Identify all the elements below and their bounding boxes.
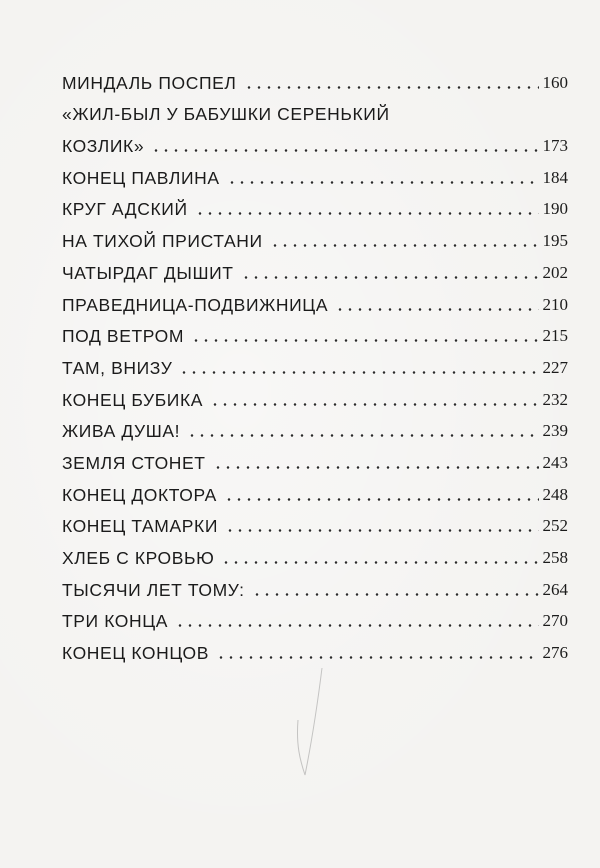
toc-entry[interactable]	[62, 632, 568, 664]
dot-leader	[270, 244, 539, 247]
toc-entry-title: ХЛЕБ С КРОВЬЮ	[62, 548, 215, 569]
toc-entry[interactable]	[62, 252, 568, 284]
toc-entry-page: 202	[542, 262, 568, 282]
toc-entry[interactable]	[62, 316, 568, 348]
toc-entry[interactable]	[62, 94, 568, 157]
toc-entry-page: 195	[542, 231, 568, 251]
toc-entry-title: ЧАТЫРДАГ ДЫШИТ	[62, 262, 234, 283]
dot-leader	[216, 656, 538, 659]
toc-entry-page: 232	[542, 389, 568, 409]
toc-entry-title: МИНДАЛЬ ПОСПЕЛ	[62, 72, 237, 93]
toc-entry-title: ПОД ВЕТРОМ	[62, 326, 185, 347]
toc-entry[interactable]	[62, 379, 568, 411]
dot-leader	[213, 466, 539, 469]
toc-entry-title: КОНЕЦ ПАВЛИНА	[62, 167, 220, 188]
toc-entry-title: ТРИ КОНЦА	[62, 611, 169, 632]
dot-leader	[224, 498, 539, 501]
toc-entry-title: КОНЕЦ КОНЦОВ	[62, 643, 210, 664]
dot-leader	[195, 212, 539, 215]
toc-entry-title: КОНЕЦ ТАМАРКИ	[62, 516, 219, 537]
toc-entry-title: ТЫСЯЧИ ЛЕТ ТОМУ:	[62, 579, 245, 600]
toc-entry[interactable]	[62, 62, 568, 94]
toc-entry[interactable]	[62, 601, 568, 633]
toc-entry-page: 227	[542, 357, 568, 377]
toc-entry[interactable]	[62, 157, 568, 189]
toc-entry[interactable]	[62, 569, 568, 601]
toc-entry-title: НА ТИХОЙ ПРИСТАНИ	[62, 231, 263, 252]
toc-entry[interactable]	[62, 506, 568, 538]
dot-leader	[179, 371, 538, 374]
toc-entry-title-line2: КОЗЛИК»	[62, 136, 145, 157]
toc-entry-page: 243	[542, 452, 568, 472]
toc-entry-page: 160	[542, 72, 568, 92]
toc-entry-page: 239	[542, 421, 568, 441]
toc-entry-title: КОНЕЦ БУБИКА	[62, 389, 204, 410]
toc-entry[interactable]	[62, 537, 568, 569]
toc-entry-page: 276	[542, 643, 568, 663]
toc-entry-title: ЗЕМЛЯ СТОНЕТ	[62, 452, 206, 473]
dot-leader	[175, 624, 538, 627]
dot-leader	[335, 308, 538, 311]
toc-entry-title: КОНЕЦ ДОКТОРА	[62, 484, 217, 505]
toc-entry-page: 252	[542, 516, 568, 536]
toc-entry-page: 248	[542, 484, 568, 504]
toc-entry-page: 210	[542, 294, 568, 314]
toc-entry[interactable]	[62, 411, 568, 443]
toc-entry-title: ПРАВЕДНИЦА-ПОДВИЖНИЦА	[62, 294, 329, 315]
toc-entry-page: 215	[542, 326, 568, 346]
dot-leader	[227, 181, 539, 184]
toc-entry[interactable]	[62, 347, 568, 379]
toc-entry-page: 270	[542, 611, 568, 631]
dot-leader	[252, 593, 539, 596]
toc-entry-page: 258	[542, 548, 568, 568]
toc-entry[interactable]	[62, 442, 568, 474]
dot-leader	[244, 86, 539, 89]
dot-leader	[225, 529, 538, 532]
toc-entry[interactable]	[62, 220, 568, 252]
toc-entry-page: 264	[542, 579, 568, 599]
toc-entry[interactable]	[62, 189, 568, 221]
dot-leader	[151, 149, 538, 152]
dot-leader	[187, 434, 538, 437]
dot-leader	[221, 561, 538, 564]
toc-entry[interactable]	[62, 474, 568, 506]
toc-entry-page: 184	[542, 167, 568, 187]
table-of-contents	[62, 62, 568, 664]
toc-entry-title: ТАМ, ВНИЗУ	[62, 357, 173, 378]
dot-leader	[241, 276, 539, 279]
dot-leader	[191, 339, 538, 342]
toc-entry-title-line1: «ЖИЛ-БЫЛ У БАБУШКИ СЕРЕНЬКИЙ	[62, 104, 390, 125]
toc-entry[interactable]	[62, 284, 568, 316]
toc-entry-title: КРУГ АДСКИЙ	[62, 199, 188, 220]
toc-entry-title: ЖИВА ДУША!	[62, 421, 181, 442]
toc-entry-page: 173	[542, 136, 568, 156]
dot-leader	[210, 403, 538, 406]
toc-entry-page: 190	[542, 199, 568, 219]
